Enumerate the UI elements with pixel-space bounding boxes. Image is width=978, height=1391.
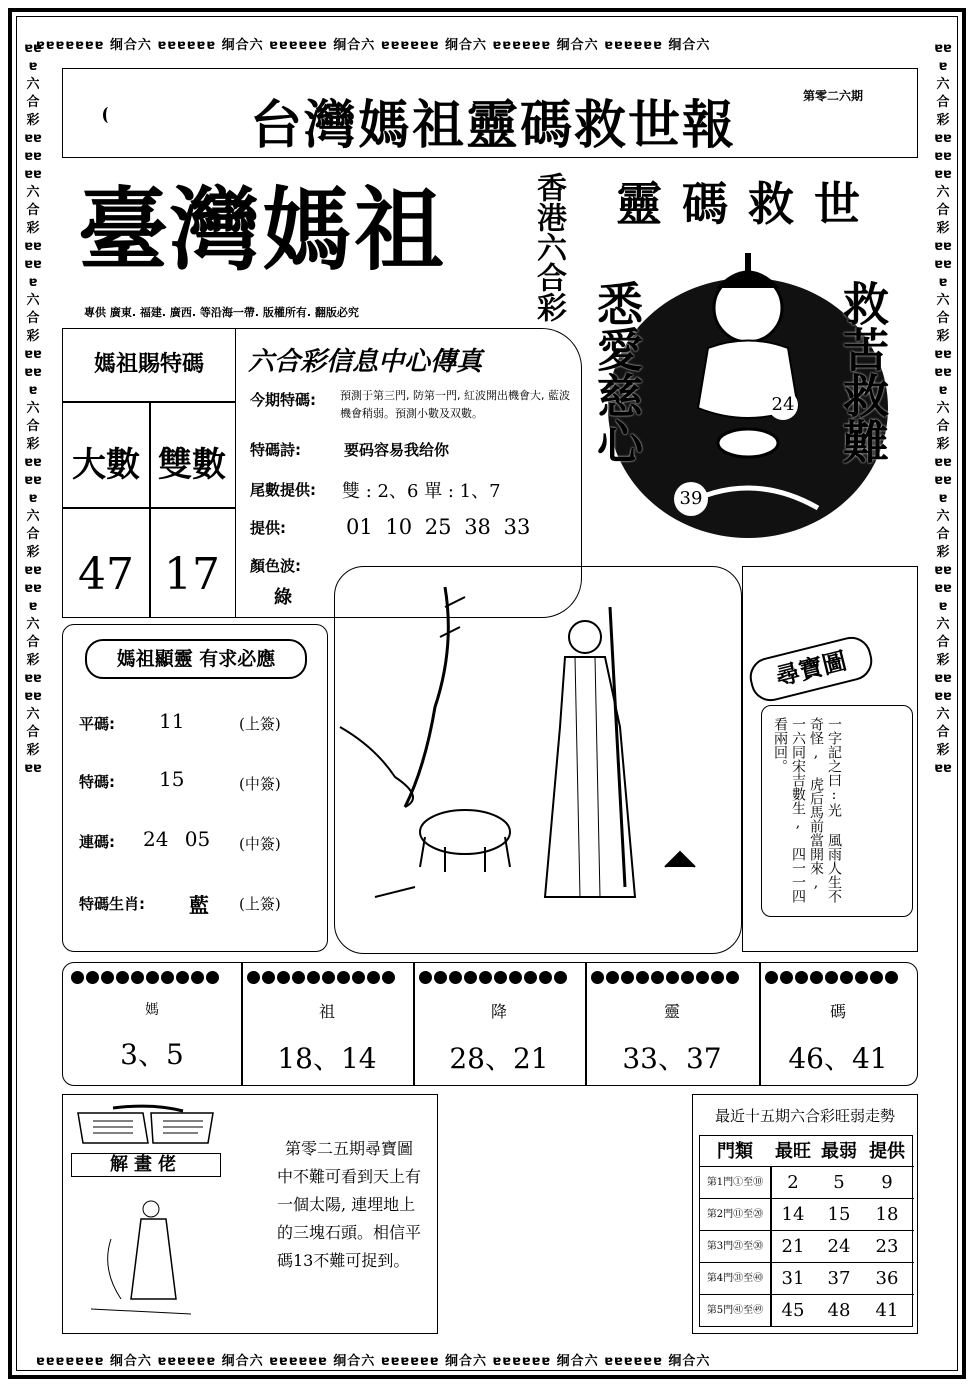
- trend-row-min: 15: [827, 1204, 851, 1225]
- info-label-3: 提供:: [250, 519, 286, 537]
- trend-row-label: 第4門㉛至㊵: [706, 1273, 764, 1284]
- oracle-label-1: 特碼:: [79, 773, 115, 791]
- oracle-label-2: 連碼:: [79, 833, 115, 851]
- trend-header-0: 門類: [717, 1141, 753, 1162]
- info-label-2: 尾數提供:: [250, 481, 316, 499]
- band-value-4: 46、41: [788, 1042, 888, 1075]
- table-row: [700, 1230, 914, 1262]
- oracle-note-0: (上簽): [239, 715, 281, 733]
- trend-row-give: 36: [875, 1268, 899, 1289]
- trend-header-2: 最弱: [821, 1141, 857, 1162]
- trend-row-max: 14: [781, 1204, 805, 1225]
- trend-table: [699, 1135, 913, 1327]
- oracle-label-0: 平碼:: [79, 715, 115, 733]
- trend-row-max: 2: [787, 1172, 799, 1193]
- trend-box: [692, 1094, 918, 1334]
- oracle-value-0: 11: [159, 709, 185, 733]
- oracle-label-3: 特碼生肖:: [79, 895, 145, 913]
- right-border-text: ɐɐɐ六合彩ɐɐɐɐɐɐ六合彩ɐɐɐɐɐ六合彩ɐɐɐɐɐ六合彩ɐɐɐɐɐ六合彩ɐɐɐɐɐ六合彩ɐɐɐɐ六合彩ɐɐ: [934, 41, 952, 776]
- special-label-b: 雙數: [158, 445, 226, 485]
- sage-with-pig-icon: [335, 567, 741, 953]
- trend-header-1: 最旺: [775, 1141, 811, 1162]
- band-value-0: 3、5: [120, 1038, 184, 1071]
- buddha-number-a: 24: [768, 390, 798, 420]
- band-title-3: 靈: [663, 1002, 680, 1021]
- treasure-line-3: 一六同宋吉數生,: [790, 717, 806, 831]
- trend-row-min: 37: [827, 1268, 851, 1289]
- band-value-2: 28、21: [449, 1042, 549, 1075]
- trend-row-give: 9: [881, 1172, 893, 1193]
- band-title-0: 媽: [145, 1002, 159, 1018]
- trend-row-give: 18: [875, 1204, 899, 1225]
- trend-row-label: 第3門㉑至㉚: [706, 1241, 764, 1252]
- band-value-1: 18、14: [277, 1042, 377, 1075]
- info-value-2: 雙 : 2、6 單 : 1、7: [342, 481, 501, 502]
- oracle-box: [62, 624, 328, 952]
- explain-box: [62, 1094, 438, 1334]
- trend-header-3: 提供: [869, 1141, 905, 1162]
- ball-row-3: [591, 969, 756, 988]
- info-value-1: 要码容易我给你: [344, 441, 450, 459]
- trend-title: 最近十五期六合彩旺弱走勢: [714, 1107, 895, 1125]
- band-title-2: 降: [490, 1002, 507, 1021]
- trend-row-max: 31: [781, 1268, 805, 1289]
- special-label-a: 大數: [72, 445, 140, 485]
- info-label-1: 特碼詩:: [250, 441, 301, 459]
- table-row: [700, 1294, 914, 1326]
- number-bands: [62, 962, 918, 1086]
- trend-row-give: 41: [875, 1300, 899, 1321]
- buddha-right-text: 救苦救難: [836, 280, 890, 464]
- info-heading: 六合彩信息中心傳真: [248, 347, 483, 377]
- top-border-text: ɐɐɐɐɐɐɐ 䌹合六 ɐɐɐɐɐɐ 䌹合六 ɐɐɐɐɐɐ 䌹合六 ɐɐɐɐɐɐ 䌹合六 ɐɐɐɐɐɐ 䌹合六 ɐɐɐɐɐɐ 䌹合六: [36, 38, 711, 53]
- band-title-4: 碼: [829, 1002, 846, 1021]
- info-value-3: 01 10 25 38 33: [346, 515, 531, 539]
- treasure-line-0: 一字記之曰:光: [826, 717, 842, 817]
- buddha-arc-text: 靈碼救世: [616, 177, 880, 231]
- left-border-text: ɐɐɐ六合彩ɐɐɐɐɐɐ六合彩ɐɐɐɐɐ六合彩ɐɐɐɐɐ六合彩ɐɐɐɐɐ六合彩ɐɐɐɐɐ六合彩ɐɐɐɐ六合彩ɐɐ: [24, 41, 42, 776]
- trend-row-max: 21: [781, 1236, 805, 1257]
- trend-row-min: 24: [827, 1236, 851, 1257]
- explain-badge: 解畫佬: [71, 1153, 221, 1177]
- ball-row-2: [419, 969, 584, 988]
- info-value-0: 預測于第三門, 防第一門, 紅波開出機會大, 藍波機會稍弱。預測小數及双數。: [340, 389, 570, 420]
- oracle-note-2: (中簽): [239, 835, 281, 853]
- trend-row-max: 45: [781, 1300, 805, 1321]
- special-heading: 媽祖賜特碼: [93, 352, 204, 377]
- table-row: [700, 1166, 914, 1198]
- treasure-line-2: 虎后馬前當開來,: [808, 777, 824, 891]
- table-row: [700, 1198, 914, 1230]
- treasure-box: [742, 566, 918, 952]
- explain-text: 第零二五期尋寶圖中不難可看到天上有一個太陽, 連埋地上的三塊石頭。相信平碼13不難可捉到。: [277, 1139, 422, 1270]
- trend-header-row: [700, 1136, 912, 1166]
- special-value-a: 47: [78, 549, 134, 600]
- oracle-value-1: 15: [159, 767, 185, 791]
- masthead-title: 臺灣媽祖: [78, 178, 446, 283]
- sage-sketch-icon: [71, 1179, 219, 1329]
- header-title: 台灣媽祖靈碼救世報: [249, 96, 736, 156]
- crescent-icon: [103, 107, 114, 123]
- treasure-title: 尋寶圖: [746, 633, 877, 706]
- special-value-b: 17: [164, 549, 220, 600]
- table-row: [700, 1262, 914, 1294]
- buddha-illustration: [588, 168, 908, 538]
- bottom-border-text: ɐɐɐɐɐɐɐ 䌹合六 ɐɐɐɐɐɐ 䌹合六 ɐɐɐɐɐɐ 䌹合六 ɐɐɐɐɐɐ 䌹合六 ɐɐɐɐɐɐ 䌹合六 ɐɐɐɐɐɐ 䌹合六: [36, 1354, 711, 1369]
- buddha-number-b: 39: [674, 482, 708, 516]
- issue-number: 第零二六期: [803, 89, 864, 103]
- oracle-note-3: (上簽): [239, 895, 281, 913]
- trend-row-label: 第2門⑪至⑳: [706, 1209, 764, 1220]
- center-illustration: [334, 566, 742, 954]
- treasure-line-4: 四一一四看兩回。: [772, 717, 806, 903]
- treasure-line-1: 風雨人生不奇怪,: [808, 717, 842, 903]
- oracle-note-1: (中簽): [239, 775, 281, 793]
- oracle-value-3: 藍: [189, 893, 209, 917]
- trend-row-min: 48: [827, 1300, 851, 1321]
- sage-sketch: [71, 1179, 219, 1329]
- oracle-value-2: 24 05: [143, 827, 211, 851]
- masthead-subline: 專供 廣東. 福建. 廣西. 等沿海一帶. 版權所有. 翻版必究: [84, 306, 359, 319]
- info-label-4: 顏色波:: [250, 557, 301, 575]
- oracle-heading: 媽祖顯靈 有求必應: [85, 639, 307, 679]
- ball-row-1: [247, 969, 412, 988]
- open-book-icon: [73, 1103, 223, 1149]
- masthead-side-title: 香港六合彩: [531, 172, 566, 322]
- band-title-1: 祖: [318, 1002, 335, 1021]
- trend-row-give: 23: [875, 1236, 899, 1257]
- band-value-3: 33、37: [622, 1042, 722, 1075]
- info-label-0: 今期特碼:: [250, 391, 316, 409]
- ball-row-0: [71, 969, 241, 988]
- trend-row-label: 第1門①至⑩: [706, 1177, 764, 1188]
- ball-row-4: [765, 969, 915, 988]
- treasure-poem: [771, 717, 843, 907]
- trend-row-label: 第5門㊶至㊾: [706, 1305, 764, 1316]
- header-box: [62, 68, 918, 158]
- buddha-left-text: 悉愛慈心: [590, 280, 644, 464]
- special-box: [62, 328, 236, 618]
- trend-row-min: 5: [833, 1172, 845, 1193]
- info-value-4: 綠: [274, 587, 292, 608]
